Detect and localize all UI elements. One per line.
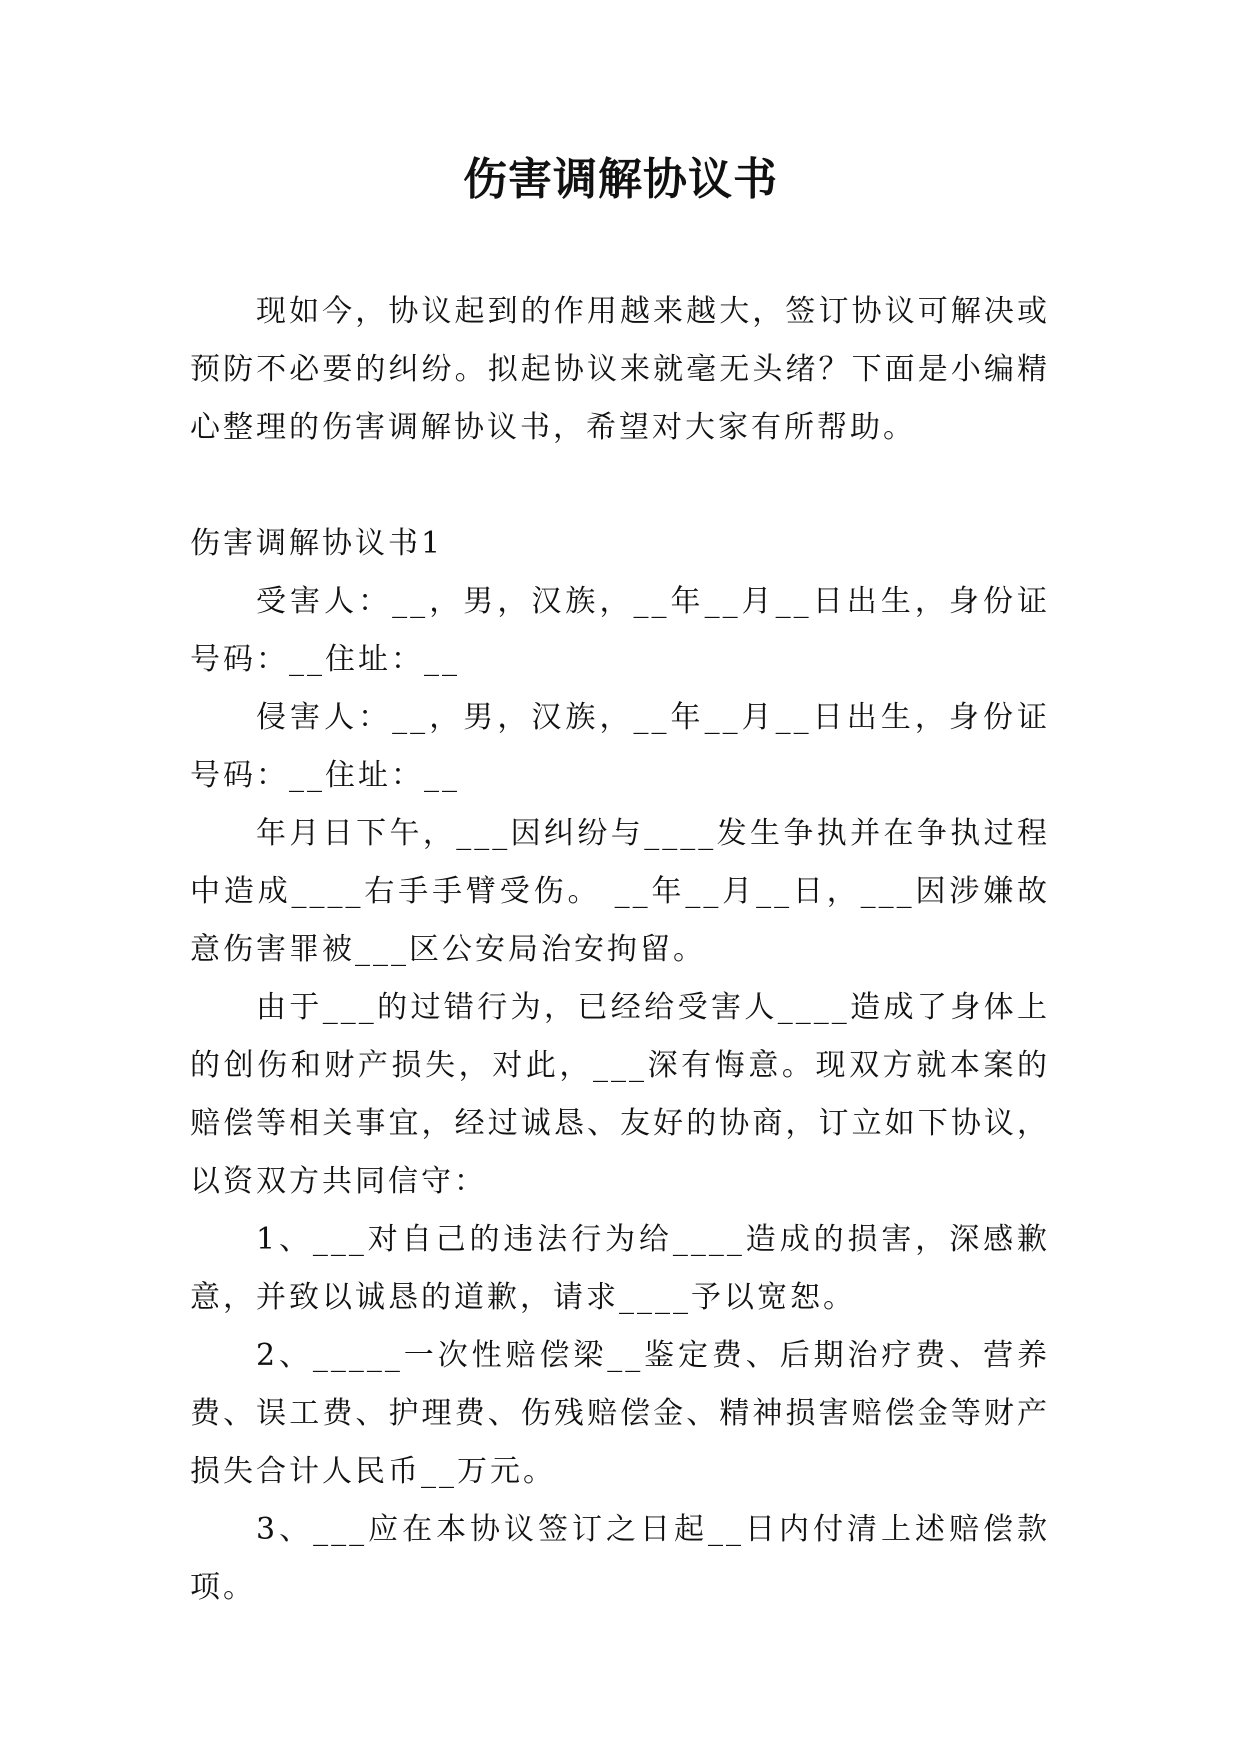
document-body xyxy=(190,283,1050,1617)
section-heading: 伤害调解协议书1 xyxy=(190,526,444,561)
agreement-preamble-paragraph: 由于___的过错行为，已经给受害人____造成了身体上的创伤和财产损失，对此，___深有悔意。现双方就本案的赔偿等相关事宜，经过诚恳、友好的协商，订立如下协议，以资双方共同信守： xyxy=(190,990,1050,1199)
clause-2: 2、_____一次性赔偿梁__鉴定费、后期治疗费、营养费、误工费、护理费、伤残赔偿金、精神损害赔偿金等财产损失合计人民币__万元。 xyxy=(190,1338,1050,1489)
intro-paragraph: 现如今，协议起到的作用越来越大，签订协议可解决或预防不必要的纠纷。拟起协议来就毫无头绪？下面是小编精心整理的伤害调解协议书，希望对大家有所帮助。 xyxy=(190,294,1050,445)
offender-paragraph: 侵害人：__，男，汉族，__年__月__日出生，身份证号码：__住址：__ xyxy=(190,700,1050,793)
clause-3: 3、___应在本协议签订之日起__日内付清上述赔偿款项。 xyxy=(190,1512,1050,1605)
incident-paragraph: 年月日下午，___因纠纷与____发生争执并在争执过程中造成____右手手臂受伤。 __年__月__日，___因涉嫌故意伤害罪被___区公安局治安拘留。 xyxy=(190,816,1050,967)
document-title: 伤害调解协议书 xyxy=(463,154,778,205)
clause-1: 1、___对自己的违法行为给____造成的损害，深感歉意，并致以诚恳的道歉，请求____予以宽恕。 xyxy=(190,1222,1050,1315)
victim-paragraph: 受害人：__，男，汉族，__年__月__日出生，身份证号码：__住址：__ xyxy=(190,584,1050,677)
